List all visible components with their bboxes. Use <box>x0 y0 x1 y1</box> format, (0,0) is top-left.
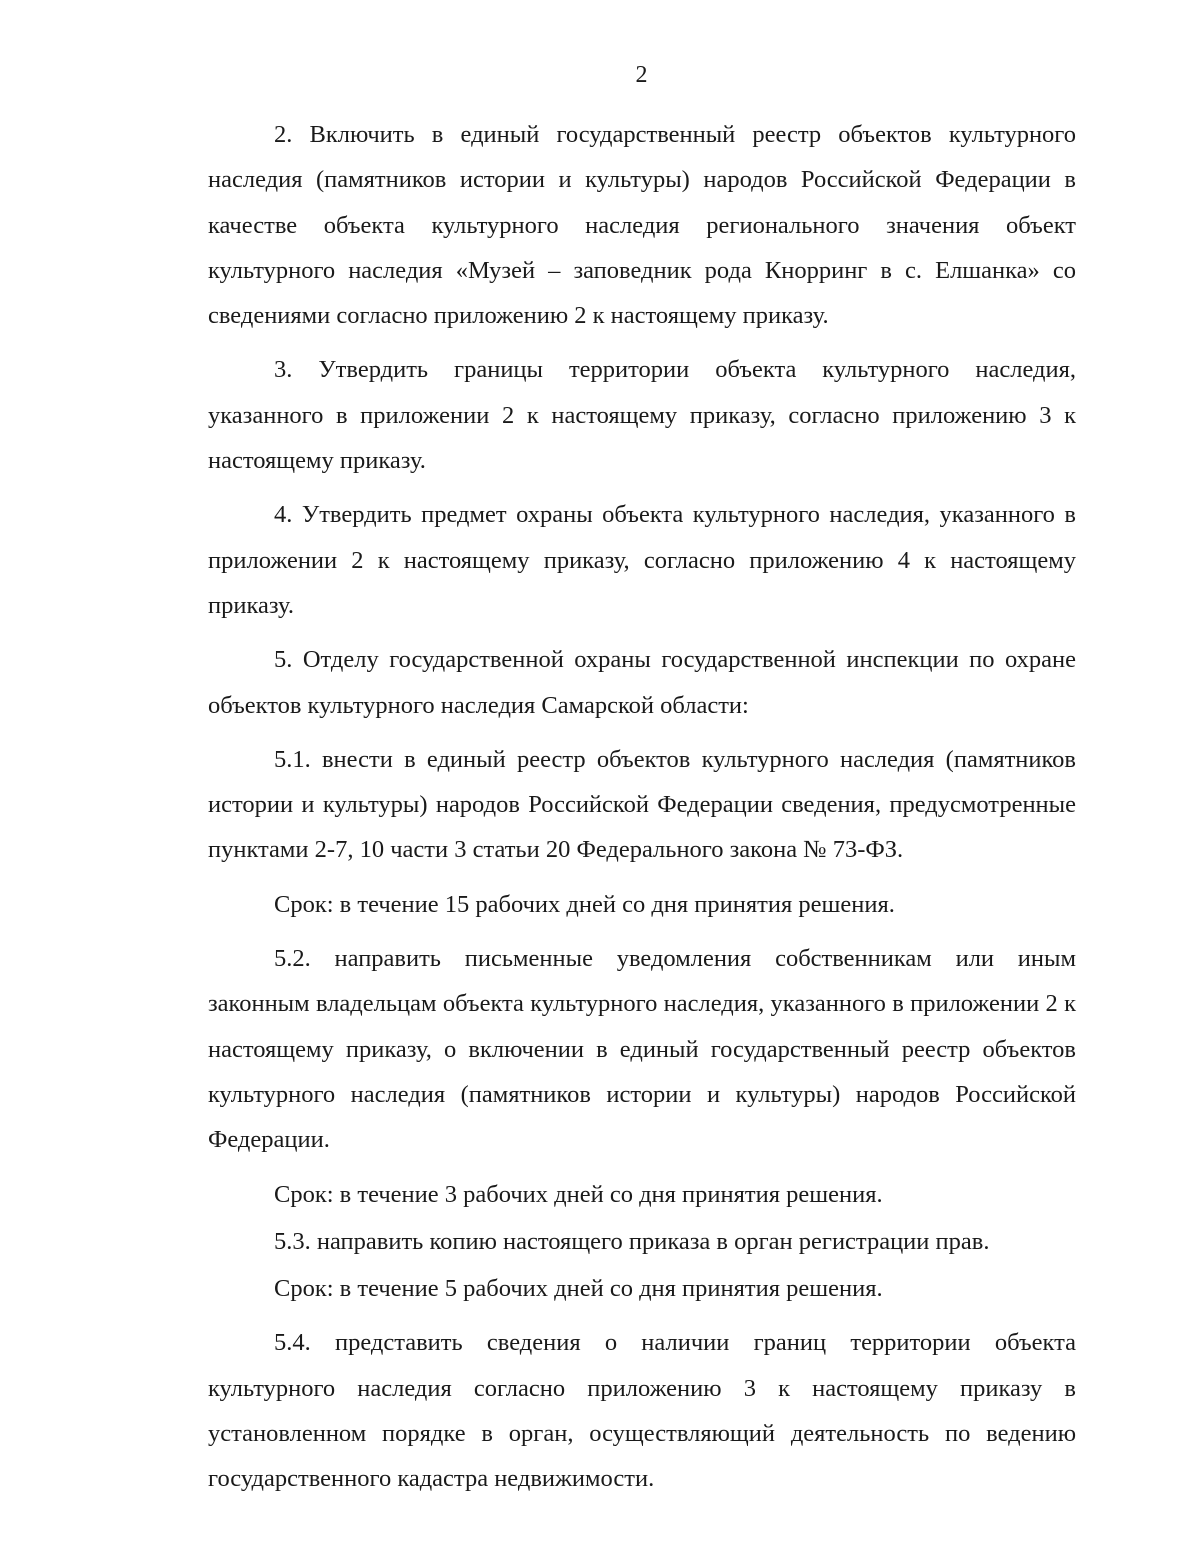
page-number: 2 <box>635 62 648 88</box>
paragraph-item-4: 4. Утвердить предмет охраны объекта культурного наследия, указанного в приложении 2 к настоящему приказу, согласно приложению 4 к настоящему приказу. <box>208 501 1076 619</box>
paragraph-item-5-1: 5.1. внести в единый реестр объектов культурного наследия (памятников истории и культуры) народов Российской Федерации сведения, предусмотренные пунктами 2-7, 10 части 3 статьи 20 Федерального закона № 73-ФЗ. <box>208 745 1076 864</box>
paragraph-item-3: 3. Утвердить границы территории объекта культурного наследия, указанного в приложении 2 к настоящему приказу, согласно приложению 3 к настоящему приказу. <box>208 356 1076 475</box>
document-body <box>208 112 1076 1511</box>
paragraph-deadline-5-2: Срок: в течение 3 рабочих дней со дня принятия решения. <box>274 1180 883 1208</box>
paragraph-deadline-5-1: Срок: в течение 15 рабочих дней со дня принятия решения. <box>274 890 895 918</box>
paragraph-item-5-2: 5.2. направить письменные уведомления собственникам или иным законным владельцам объекта культурного наследия, указанного в приложении 2 к настоящему приказу, о включении в единый государственный реестр объектов культурного наследия (памятников истории и культуры) народов Российской Федерации. <box>208 945 1076 1154</box>
paragraph-item-5-4: 5.4. представить сведения о наличии границ территории объекта культурного наследия согласно приложению 3 к настоящему приказу в установленном порядке в орган, осуществляющий деятельность по ведению государственного кадастра недвижимости. <box>208 1329 1076 1493</box>
paragraph-deadline-5-3: Срок: в течение 5 рабочих дней со дня принятия решения. <box>274 1275 883 1303</box>
paragraph-item-2: 2. Включить в единый государственный реестр объектов культурного наследия (памятников истории и культуры) народов Российской Федерации в качестве объекта культурного наследия регионального значения объект культурного наследия «Музей – заповедник рода Кнорринг в с. Елшанка» со сведениями согласно приложению 2 к настоящему приказу. <box>208 121 1076 330</box>
paragraph-item-5-3: 5.3. направить копию настоящего приказа в орган регистрации прав. <box>274 1227 990 1255</box>
paragraph-item-5: 5. Отделу государственной охраны государственной инспекции по охране объектов культурного наследия Самарской области: <box>208 646 1076 719</box>
